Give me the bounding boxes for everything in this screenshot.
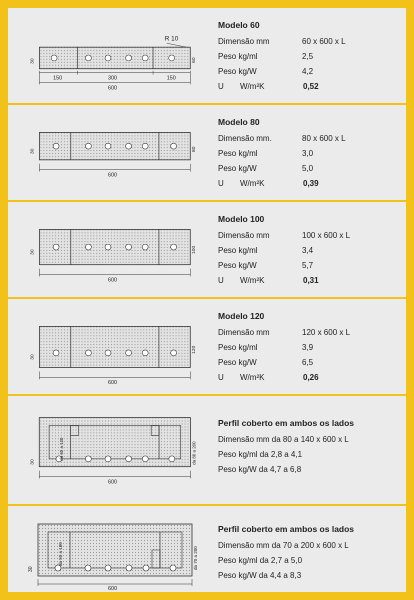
peso-w-label: Peso kg/W	[218, 164, 257, 173]
u-unit: W/m²K	[240, 82, 265, 91]
u-unit: W/m²K	[240, 373, 265, 382]
u-symbol: U	[218, 276, 224, 285]
u-symbol: U	[218, 179, 224, 188]
dims-value: 60 x 600 x L	[302, 37, 346, 46]
total-length-label: 600	[108, 586, 118, 592]
product-sheet	[8, 8, 406, 592]
peso-w-value: 5,7	[302, 261, 314, 270]
u-unit: W/m²K	[240, 276, 265, 285]
peso-ml-value: 3,0	[302, 149, 314, 158]
specs-60	[218, 8, 403, 94]
dims-value: 80 x 600 x L	[302, 134, 346, 143]
peso-w-label: Peso kg/W	[218, 358, 257, 367]
peso-ml-label: Peso kg/ml	[218, 246, 258, 255]
model-row-100	[8, 202, 406, 299]
inner-range-label: da 60 a 120	[58, 437, 64, 461]
height-label: 60	[192, 57, 198, 63]
height-label: 100	[192, 245, 198, 254]
specs-80	[218, 105, 403, 191]
covered-peso-ml: Peso kg/ml da 2,7 a 5,0	[218, 556, 303, 565]
peso-w-label: Peso kg/W	[218, 261, 257, 270]
side-label: 30	[30, 354, 36, 360]
dims-value: 100 x 600 x L	[302, 231, 351, 240]
peso-ml-value: 3,9	[302, 343, 314, 352]
u-value: 0,31	[303, 276, 319, 285]
model-title: Modelo 120	[218, 311, 265, 321]
specs-100	[218, 202, 403, 288]
dims-value: 120 x 600 x L	[302, 328, 351, 337]
peso-w-value: 5,0	[302, 164, 314, 173]
total-length-label: 600	[107, 172, 117, 179]
model-title: Modelo 80	[218, 117, 260, 127]
covered-dims: Dimensão mm da 80 a 140 x 600 x L	[218, 435, 349, 444]
side-label: 30	[28, 566, 34, 572]
covered-row-1	[8, 396, 406, 506]
seg-left-label: 150	[53, 75, 63, 82]
total-length-label: 600	[107, 277, 117, 284]
model-row-80	[8, 105, 406, 202]
side-label: 30	[30, 148, 36, 154]
u-symbol: U	[218, 373, 224, 382]
profile-drawing-120	[8, 299, 208, 394]
dims-label: Dimensão mm.	[218, 134, 272, 143]
u-value: 0,39	[303, 179, 319, 188]
outer-range-label: da 70 a 200	[193, 546, 198, 570]
covered-specs-1	[218, 396, 403, 477]
side-label: 30	[30, 459, 36, 465]
side-label: 30	[30, 249, 36, 255]
seg-mid-label: 300	[107, 75, 117, 82]
peso-w-value: 4,2	[302, 67, 314, 76]
specs-120	[218, 299, 403, 385]
covered-peso-w: Peso kg/W da 4,4 a 8,3	[218, 571, 302, 580]
height-label: 120	[192, 345, 198, 354]
height-label: 80	[192, 146, 198, 153]
covered-row-2	[8, 506, 406, 592]
u-value: 0,52	[303, 82, 319, 91]
peso-w-label: Peso kg/W	[218, 67, 257, 76]
covered-dims: Dimensão mm da 70 a 200 x 600 x L	[218, 541, 349, 550]
peso-w-value: 6,5	[302, 358, 314, 367]
profile-drawing-60	[8, 8, 208, 103]
u-symbol: U	[218, 82, 224, 91]
covered-title: Perfil coberto em ambos os lados	[218, 524, 355, 534]
peso-ml-value: 2,5	[302, 52, 314, 61]
profile-drawing-80	[8, 105, 208, 200]
outer-range-label: da 80 a 200	[191, 441, 197, 465]
covered-title: Perfil coberto em ambos os lados	[218, 418, 355, 428]
covered-peso-w: Peso kg/W da 4,7 a 6,8	[218, 465, 302, 474]
dims-label: Dimensão mm	[218, 328, 270, 337]
total-length-label: 600	[107, 85, 117, 92]
total-length-label: 600	[107, 380, 117, 387]
dims-label: Dimensão mm	[218, 231, 270, 240]
total-length-label: 600	[108, 479, 117, 486]
peso-ml-label: Peso kg/ml	[218, 343, 258, 352]
u-unit: W/m²K	[240, 179, 265, 188]
profile-drawing-100	[8, 202, 208, 297]
covered-drawing-1	[8, 396, 208, 504]
peso-ml-label: Peso kg/ml	[218, 149, 258, 158]
covered-peso-ml: Peso kg/ml da 2,8 a 4,1	[218, 450, 303, 459]
u-value: 0,26	[303, 373, 319, 382]
radius-label: R 10	[164, 35, 179, 43]
model-title: Modelo 100	[218, 214, 265, 224]
dims-label: Dimensão mm	[218, 37, 270, 46]
side-label: 30	[30, 58, 36, 64]
covered-drawing-2	[8, 506, 208, 592]
model-row-60	[8, 8, 406, 105]
covered-specs-2	[218, 506, 403, 583]
peso-ml-value: 3,4	[302, 246, 314, 255]
model-title: Modelo 60	[218, 20, 260, 30]
inner-range-label: da 50 a 180	[58, 542, 63, 566]
seg-right-label: 150	[166, 75, 176, 82]
model-row-120	[8, 299, 406, 396]
peso-ml-label: Peso kg/ml	[218, 52, 258, 61]
